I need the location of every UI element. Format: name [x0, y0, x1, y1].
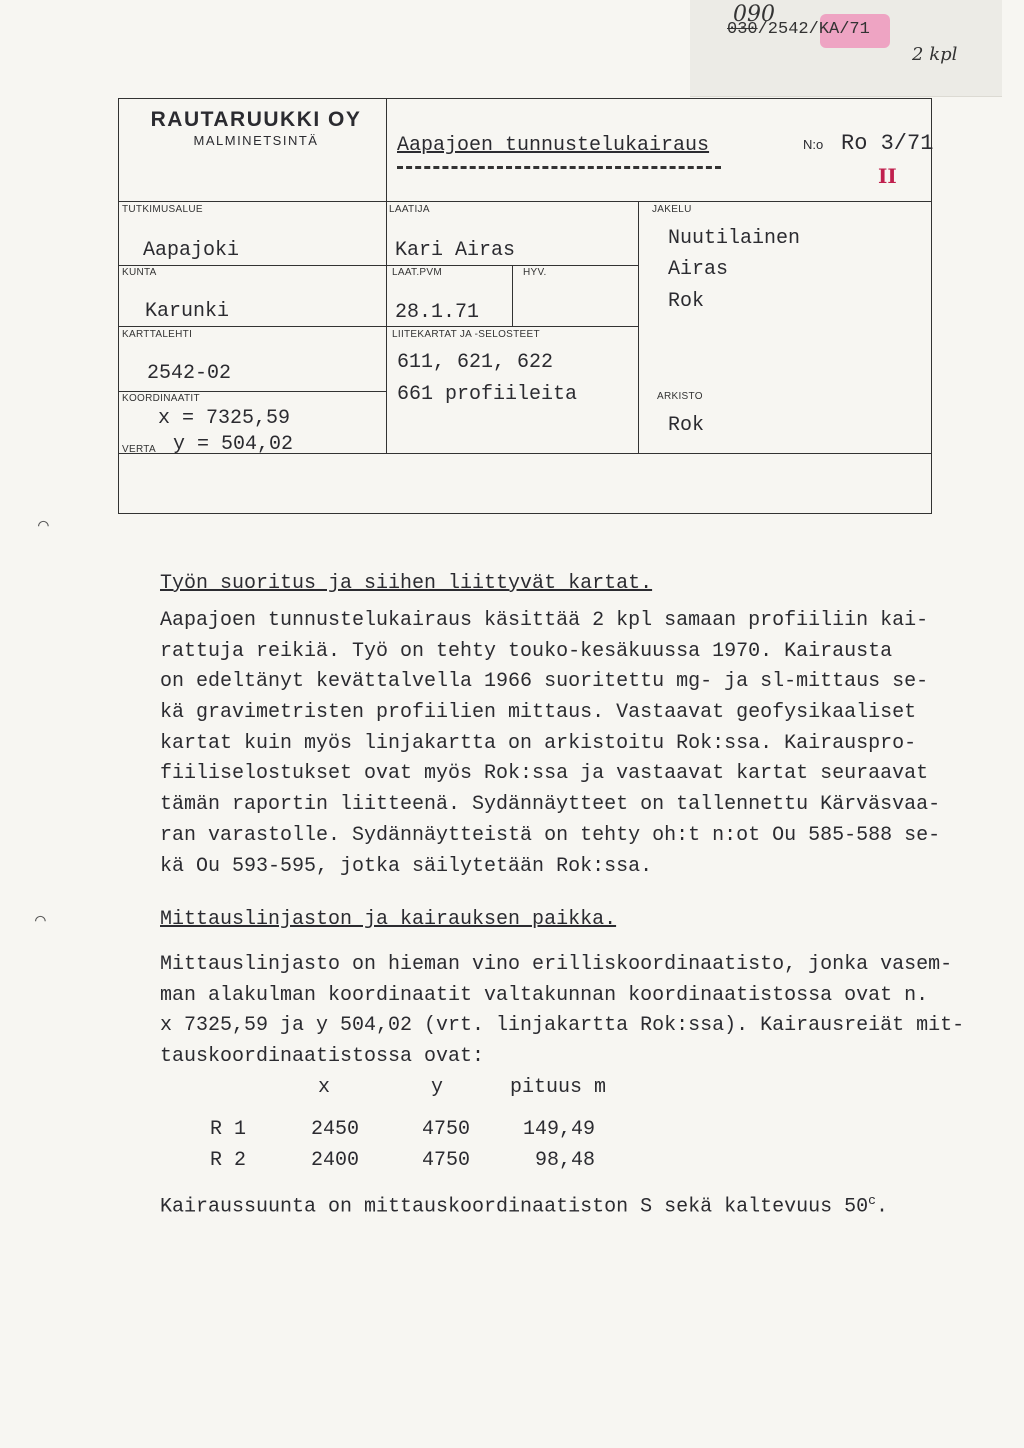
value-municipality: Karunki: [145, 300, 230, 323]
label-vert: VERTA: [122, 444, 156, 455]
table-cell-y: 4750: [422, 1118, 471, 1141]
archive-code-rest: /2542/KA/71: [757, 20, 870, 39]
table-header-x: x: [318, 1076, 331, 1099]
text-line: x 7325,59 ja y 504,02 (vrt. linjakartta Rok:ssa). Kairausreiät mit-: [160, 1014, 965, 1038]
margin-ink-mark: ⌒: [35, 911, 46, 931]
form-rule: [118, 201, 932, 202]
value-coord-y: y = 504,02: [173, 433, 294, 456]
label-municipality: KUNTA: [122, 267, 157, 278]
value-map-sheet: 2542-02: [147, 362, 232, 385]
label-date: LAAT.PVM: [392, 267, 443, 278]
table-header-y: y: [431, 1076, 444, 1099]
text-line: tämän raportin liitteenä. Sydännäytteet on tallennettu Kärväsvaa-: [160, 793, 941, 817]
text-line: on edeltänyt kevättalvella 1966 suoritettu mg- ja sl-mittaus se-: [160, 670, 929, 694]
table-cell-id: R 2: [210, 1149, 247, 1172]
text-line: kä gravimetristen profiilien mittaus. Vastaavat geofysikaaliset: [160, 701, 917, 725]
table-cell-x: 2450: [311, 1118, 360, 1141]
form-rule: [118, 265, 386, 266]
form-rule: [386, 326, 638, 327]
value-area: Aapajoki: [143, 239, 240, 262]
section-work-text: [160, 606, 940, 882]
table-cell-length: 98,48: [535, 1149, 596, 1172]
form-divider: [638, 201, 639, 453]
form-rule: [118, 326, 386, 327]
label-approved: HYV.: [523, 267, 547, 278]
form-rule: [118, 391, 386, 392]
form-divider: [386, 98, 387, 453]
department-name: MALMINETSINTÄ: [193, 133, 319, 148]
sheet-count: [912, 44, 957, 65]
table-cell-id: R 1: [210, 1118, 247, 1141]
company-name: RAUTARUUKKI OY: [150, 108, 362, 131]
value-archive: Rok: [668, 414, 705, 437]
report-number: Ro 3/71: [841, 131, 934, 156]
degree-mark: c: [868, 1193, 876, 1208]
section-heading-work: Työn suoritus ja siihen liittyvät kartat.: [160, 572, 653, 595]
label-attachments: LIITEKARTAT JA -SELOSTEET: [392, 329, 540, 340]
sheet-count-unit: kpl: [929, 44, 958, 65]
report-title: Aapajoen tunnustelukairaus: [397, 134, 710, 157]
label-archive: ARKISTO: [657, 391, 703, 402]
label-area: TUTKIMUSALUE: [122, 204, 203, 215]
table-cell-y: 4750: [422, 1149, 471, 1172]
value-distribution-1: Nuutilainen: [668, 227, 801, 250]
sheet-count-number: 2: [912, 44, 924, 65]
margin-ink-mark: ⌒: [38, 516, 49, 536]
text-line: kartat kuin myös linjakartta on arkistoitu Rok:ssa. Kairauspro-: [160, 731, 917, 755]
text-line: ran varastolle. Sydännäytteistä on tehty oh:t n:ot Ou 585-588 se-: [160, 823, 941, 847]
text-line: tauskoordinaatistossa ovat:: [160, 1045, 485, 1069]
text-line: fiiliselostukset ovat myös Rok:ssa ja vastaavat kartat seuraavat: [160, 762, 929, 786]
value-distribution-2: Airas: [668, 258, 729, 281]
closing-text: Kairaussuunta on mittauskoordinaatiston S sekä kaltevuus 50: [160, 1195, 869, 1219]
archive-code: [727, 20, 870, 39]
label-distribution: JAKELU: [652, 204, 692, 215]
table-header-length: pituus m: [510, 1076, 607, 1099]
title-underline: [397, 166, 721, 169]
label-map-sheet: KARTTALEHTI: [122, 329, 193, 340]
archive-code-handwritten: 090: [733, 2, 775, 27]
value-attachments-1: 611, 621, 622: [397, 351, 554, 374]
text-line: kä Ou 593-595, jotka säilytetään Rok:ssa.: [160, 854, 653, 878]
closing-end: .: [875, 1195, 888, 1219]
value-compiler: Kari Airas: [395, 239, 516, 262]
value-coord-x: x = 7325,59: [158, 407, 291, 430]
section-location-text: [160, 950, 964, 1073]
value-attachments-2: 661 profiileita: [397, 383, 578, 406]
value-date: 28.1.71: [395, 301, 480, 324]
report-number-label: N:o: [803, 137, 824, 152]
report-part-mark: II: [878, 164, 897, 188]
text-line: rattuja reikiä. Työ on tehty touko-kesäkuussa 1970. Kairausta: [160, 639, 893, 663]
label-coordinates: KOORDINAATIT: [122, 393, 200, 404]
section-heading-location: Mittauslinjaston ja kairauksen paikka.: [160, 908, 617, 931]
table-cell-length: 149,49: [523, 1118, 596, 1141]
label-compiler: LAATIJA: [389, 204, 430, 215]
text-line: Aapajoen tunnustelukairaus käsittää 2 kpl samaan profiiliin kai-: [160, 609, 929, 632]
archive-code-struck: 030: [727, 20, 758, 39]
closing-sentence: [160, 1186, 888, 1223]
text-line: man alakulman koordinaatit valtakunnan koordinaatistossa ovat n.: [160, 983, 929, 1007]
table-cell-x: 2400: [311, 1149, 360, 1172]
form-divider: [512, 265, 513, 326]
value-distribution-3: Rok: [668, 290, 705, 313]
text-line: Mittauslinjasto on hieman vino erilliskoordinaatisto, jonka vasem-: [160, 953, 953, 976]
